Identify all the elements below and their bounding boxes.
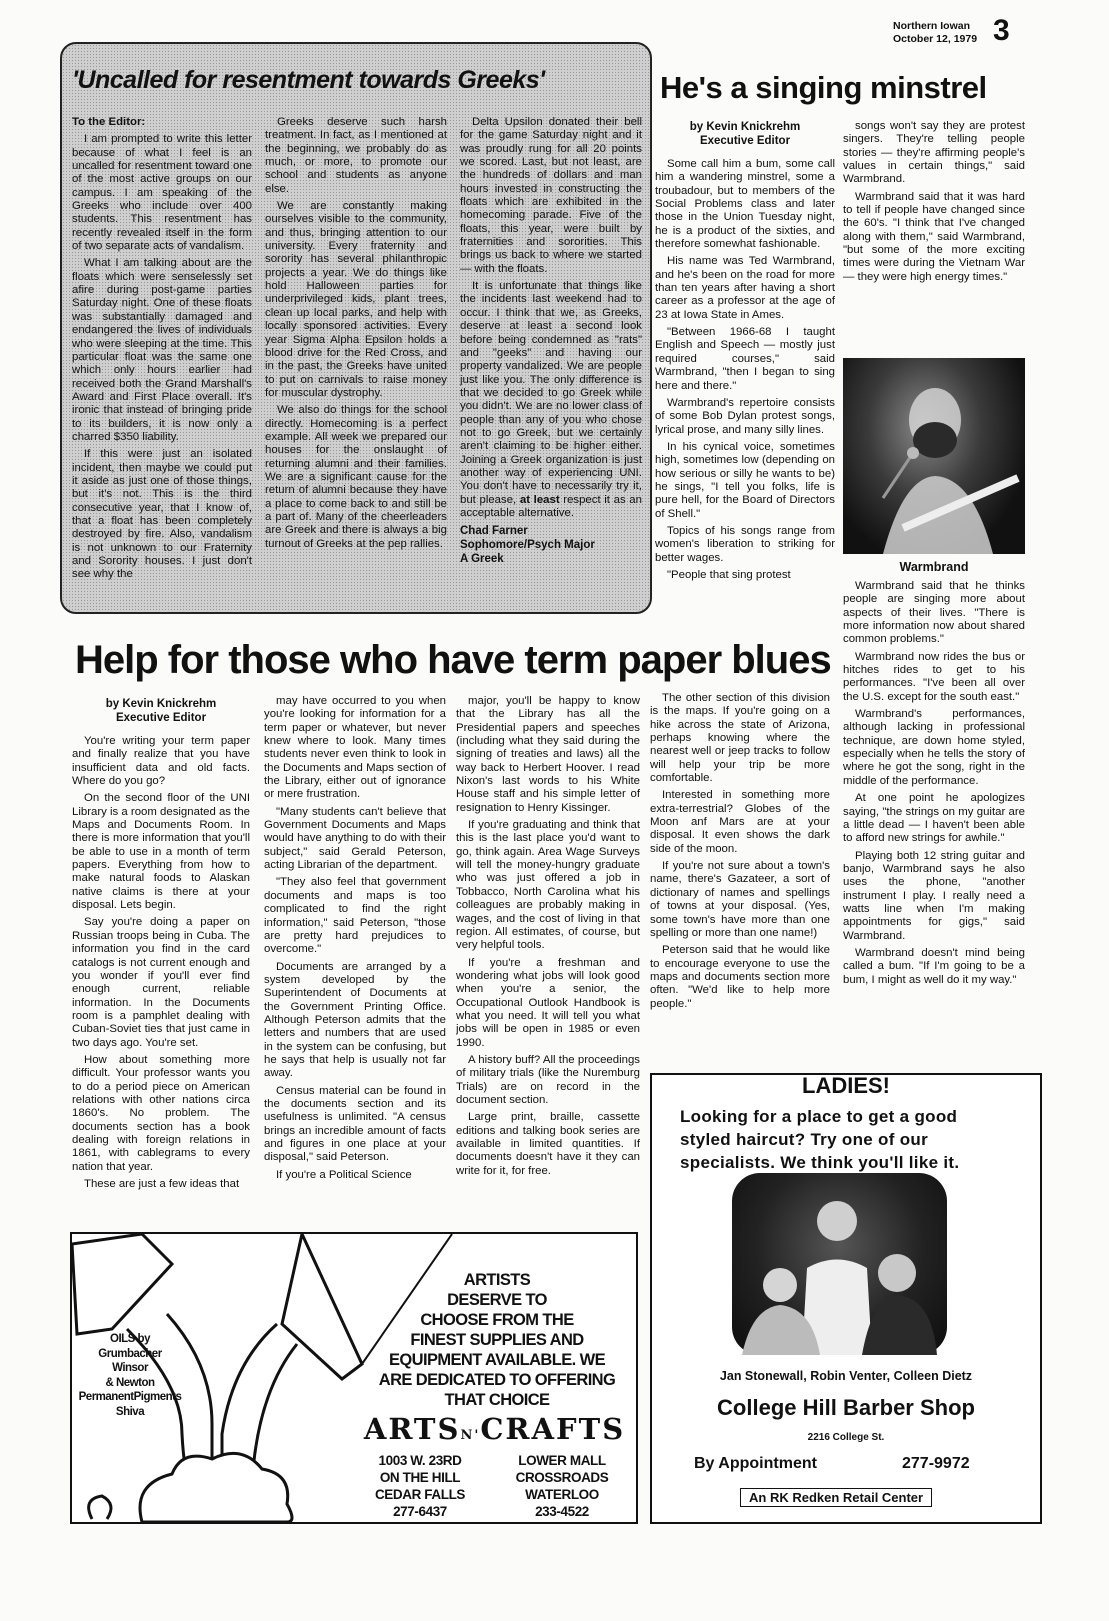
paper-name: Northern Iowan <box>893 20 971 32</box>
pitch-line: DESERVE TO <box>447 1291 547 1309</box>
paragraph: The other section of this division is the maps. If you're going on a hike across the state of Arizona, perhaps knowing where the nearest well or jeep tracks to follow will help your trip be more comfortable. <box>650 692 830 785</box>
store-location: CROSSROADS <box>515 1470 609 1485</box>
paragraph: Greeks deserve such harsh treatment. In fact, as I mentioned at the beginning, we probably do as much, or more, to promote our school and students as anyone else. <box>265 116 447 195</box>
paragraph: Warmbrand said that it was hard to tell if people have changed since the 60's. "I think that I've changed along with them," said Warmbrand, "but some of the more exciting times were during the Vietnam War — they were high energy times." <box>843 190 1025 283</box>
by-appointment: By Appointment <box>694 1455 817 1472</box>
barber-shop-ad <box>650 1073 1042 1524</box>
store-address: 1003 W. 23RD <box>378 1453 462 1468</box>
shop-address: 2216 College St. <box>807 1432 885 1443</box>
paragraph: Interested in something more extra-terrestrial? Globes of the Moon anf Mars are at your disposal. It even shows the dark side of the moon. <box>650 789 830 855</box>
closing-emphasis: at least <box>519 493 560 506</box>
paragraph: If this were just an isolated incident, then maybe we could put it aside as just one of those things, but it's not. This is the third consecutive year, that I know of, that a float has been completely destroyed by fire. Also, vandalism is not unknown to our Fraternity and Sorority houses. I just don't see why the <box>72 448 252 581</box>
byline-author: by Kevin Knickrehm <box>105 698 217 710</box>
store-location: ON THE HILL <box>379 1470 461 1485</box>
paragraph: At one point he apologizes saying, "the strings on my guitar are a little dead — I haven't been able to afford new strings for awhile." <box>843 792 1025 845</box>
termpaper-col2-body <box>264 695 446 1182</box>
termpaper-headline: Help for those who have term paper blues <box>75 638 831 682</box>
paragraph: If you're a Political Science <box>276 1168 412 1181</box>
signature-affiliation: A Greek <box>460 553 504 566</box>
paragraph: Warmbrand now rides the bus or hitches rides to get to his performances. "I've been all over the U.S. except for the south east." <box>843 650 1025 703</box>
minstrel-byline <box>655 120 835 148</box>
paragraph: These are just a few ideas that <box>84 1178 240 1190</box>
termpaper-col3-body <box>456 695 640 1178</box>
ad-heading: LADIES! <box>802 1073 890 1098</box>
paragraph: Say you're doing a paper on Russian troops being in Cuba. The information you find in the card catalogs is not current enough and you wonder if you'll ever find enough current, reliable information. In the Documents room is a pamphlet dealing with Cuban-Soviet ties that just came in two days ago. You're set. <box>72 916 250 1049</box>
brand-line: PermanentPigments <box>78 1391 182 1403</box>
paragraph: "People that sing protest <box>667 568 791 581</box>
termpaper-col1-body <box>72 735 250 1191</box>
minstrel-col2-bottom-body <box>843 580 1025 987</box>
paragraph: If you're not sure about a town's name, there's Gazateer, a sort of dictionary of names and spellings of towns at your disposal. (Yes, some town's have more than one spelling or more than one name!) <box>650 860 830 939</box>
closing-text: It is unfortunate that things like the incidents last weekend had to occur. I think that we, as Greeks, deserve at least a second look before being condemned as "rats" and "geeks" and having our property vandalized. We are people just like you. The only difference is that we decided to go Greek while you didn't. We are no lower class of people than any of you who chose not to go Greek, but we certainly aren't claiming to be higher either. Joining a Greek organization is just another way of experiencing UNI. You don't have to necessarily try it, but please, <box>460 280 642 506</box>
stylist-names: Jan Stonewall, Robin Venter, Colleen Dietz <box>719 1369 973 1383</box>
brand-line: Shiva <box>115 1405 145 1418</box>
letter-column-3 <box>460 116 642 608</box>
store-city: WATERLOO <box>525 1487 599 1502</box>
byline-role: Executive Editor <box>699 135 791 147</box>
issue-date: October 12, 1979 <box>893 33 978 45</box>
termpaper-column-3 <box>456 695 640 1225</box>
pitch-line: EQUIPMENT AVAILABLE. WE <box>389 1351 605 1369</box>
brand-line: OILS by <box>110 1333 150 1345</box>
minstrel-column-1 <box>655 120 835 620</box>
paragraph: major, you'll be happy to know that the Library has all the Presidential papers and speeches (including what they said during the signing of treaties and laws) all the way back to Herbert Hoover. I read Nixon's last words to his White House staff and his simple letter of resignation to Henry Kissinger. <box>456 695 640 814</box>
brand-line: Grumbacher <box>98 1347 162 1360</box>
letter-headline: 'Uncalled for resentment towards Greeks' <box>72 66 545 94</box>
minstrel-column-2-bottom <box>843 580 1025 1030</box>
paragraph: "Many students can't believe that Government Documents and Maps would have anything to do with their subject," said Gerald Peterson, acting Librarian of the department. <box>264 805 446 872</box>
minstrel-column-2-top <box>843 120 1025 300</box>
brand-list <box>78 1332 182 1419</box>
letter-col1-body <box>72 133 252 581</box>
shop-name: College Hill Barber Shop <box>717 1395 975 1420</box>
letter-closing-paragraph <box>460 280 642 520</box>
pitch-line: CHOOSE FROM THE <box>420 1311 574 1329</box>
store-phone: 233-4522 <box>535 1504 589 1519</box>
paragraph: songs won't say they are protest singers. They're telling people stories — they're affirming people's values in certain things," said Warmbrand. <box>843 120 1025 186</box>
signature-name: Chad Farner <box>460 525 528 538</box>
paragraph: I am prompted to write this letter because of what I feel is an uncalled for resentment toward one of the most active groups on our campus. I am speaking of the Greeks who include over 400 students. This resentment has recently revealed itself in the form of two separate acts of vandalism. <box>72 133 252 253</box>
paragraph: His name was Ted Warmbrand, and he's been on the road for more than ten years after having a short career as a professor at the age of 23 at Iowa State in Ames. <box>655 255 835 321</box>
store-city: CEDAR FALLS <box>374 1487 466 1502</box>
paragraph: Census material can be found in the documents section and its usefulness is unlimited. "A census brings an incredible amount of facts and figures in one place at your disposal," said Peterson. <box>264 1084 446 1164</box>
logo-word: ARTS <box>363 1412 461 1446</box>
paragraph: Topics of his songs range from women's liberation to striking for better wages. <box>655 524 835 564</box>
letter-salutation: To the Editor: <box>72 116 146 128</box>
paragraph: Peterson said that he would like to encourage everyone to use the maps and documents section more often. "We'd like to help more people." <box>650 944 830 1010</box>
paragraph: Warmbrand said that he thinks people are singing more about aspects of their lives. "There is more information now about shared common problems." <box>843 580 1025 646</box>
paragraph: Some call him a bum, some call him a wandering minstrel, some a troubadour, but to members of the Social Problems class and later those in the Union Tuesday night, he is a product of the sixties, and therefore somewhat fashionable. <box>655 158 835 251</box>
paragraph: Warmbrand's performances, although lacking in professional technique, are down home styled, especially when he tells the story of where he got the song, right in the middle of the performance. <box>843 708 1025 787</box>
ad-pitch: Looking for a place to get a good styled haircut? Try one of our specialists. We think you'll like it. <box>680 1107 960 1172</box>
warmbrand-photo <box>843 358 1025 554</box>
letter-col2-body <box>265 116 447 551</box>
closing-text-end: respect it as an acceptable alternative. <box>460 493 642 519</box>
page-number: 3 <box>993 14 1010 47</box>
termpaper-column-1 <box>72 697 250 1225</box>
termpaper-byline <box>72 697 250 725</box>
letter-col3-body <box>460 116 642 276</box>
paragraph: Warmbrand doesn't mind being called a bum. "If I'm going to be a bum, I might as well do it my way." <box>843 946 1025 986</box>
stylists-photo <box>732 1173 947 1355</box>
photo-caption: Warmbrand <box>899 560 969 574</box>
paragraph: How about something more difficult. Your professor wants you to do a period piece on American relations with other nations circa 1860's. No problem. The documents section has a book dealing with foreign relations in 1861, with cablegrams to every nation that year. <box>72 1053 250 1173</box>
singer-with-guitar-illustration <box>843 358 1025 554</box>
minstrel-col2-top-body <box>843 120 1025 284</box>
paragraph: In his cynical voice, sometimes high, sometimes low (depending on how serious or silly he wants to be) he sings, "I tell you folks, life is pure hell, for the Board of Directors of Shell." <box>655 440 835 520</box>
byline-author: by Kevin Knickrehm <box>689 121 801 133</box>
letter-column-1 <box>72 116 252 608</box>
shop-phone: 277-9972 <box>902 1455 970 1472</box>
logo-word: CRAFTS <box>480 1412 626 1446</box>
pitch-line: ARTISTS <box>463 1271 531 1289</box>
termpaper-column-4 <box>650 692 830 1037</box>
paragraph: may have occurred to you when you're looking for information for a term paper or whatever, but never knew where to look. Many times students never even think to look in the Documents and Maps section of the Library, either out of ignorance or mere frustration. <box>264 695 446 801</box>
pitch-line: FINEST SUPPLIES AND <box>410 1331 584 1349</box>
paragraph: If you're graduating and think that this is the last place you'd want to go, think again. Area Wage Surveys will tell the money-hungry graduate who was just offered a job in Tobbacco, North Carolina what his colleagues are probably making in wages, and the cost of living in that region. All estimates, of course, but very helpful tools. <box>456 819 640 952</box>
byline-role: Executive Editor <box>115 712 207 724</box>
store-hill <box>360 1452 480 1520</box>
paragraph: A history buff? All the proceedings of military trials (like the Nuremburg Trials) are on record in the document section. <box>456 1053 640 1106</box>
paragraph: Documents are arranged by a system developed by the Superintendent of Documents at the Government Printing Office. Although Peterson admits that the letters and numbers that are used in the system can be confusing, but he says that help is usually not far away. <box>264 960 446 1080</box>
termpaper-col4-body <box>650 692 830 1011</box>
store-phone: 277-6437 <box>393 1504 447 1519</box>
letter-column-2 <box>265 116 447 608</box>
arts-n-crafts-ad <box>70 1232 638 1524</box>
logo-connector: N' <box>460 1428 481 1443</box>
paragraph: "They also feel that government documents and maps is too complicated to find the right information," said Peterson, "those are pretty hard prejudices to overcome." <box>264 876 446 956</box>
store-address: LOWER MALL <box>518 1453 606 1468</box>
brand-line: Winsor <box>112 1362 148 1374</box>
termpaper-column-2 <box>264 695 446 1225</box>
paragraph: Playing both 12 string guitar and banjo, Warmbrand says he also uses the phone, "another instrument I play. I really need a watts line when I'm making appointments for gigs," said Warmbrand. <box>843 849 1025 942</box>
arts-n-crafts-logo <box>357 1412 632 1446</box>
masthead <box>893 20 977 46</box>
minstrel-col1-body <box>655 158 835 582</box>
arts-pitch <box>372 1270 622 1410</box>
pitch-line: ARE DEDICATED TO OFFERING <box>378 1371 616 1389</box>
paragraph: What I am talking about are the floats which were senselessly set afire during post-game parties Saturday night. One of these floats was substantially damaged and endangered the lives of individuals who were sleeping at the time. This particular float was the same one which only hours earlier had received both the Grand Marshall's Award and First Place overall. It's ironic that instead of bringing pride to its builders, it is now only a charred $350 liability. <box>72 257 252 443</box>
paragraph: Large print, braille, cassette editions and talking book series are available in limited quantities. If documents doesn't have it they can write for it, for free. <box>456 1111 640 1177</box>
paragraph: If you're a freshman and wondering what jobs will look good when you're a senior, the Occupational Outlook Handbook is what you need. It will tell you what jobs will be open in 1985 or even 1990. <box>456 956 640 1049</box>
paragraph: On the second floor of the UNI Library is a room designated as the Maps and Documents Room. In there is more information that you'll be able to use in a month of term papers. Everything from how to make natural foods to Alaskan native claims is there at your disposal. Lets begin. <box>72 792 250 912</box>
pitch-line: THAT CHOICE <box>444 1391 550 1409</box>
paragraph: Delta Upsilon donated their bell for the game Saturday night and it was proudly rung for all 20 points we scored. Last, but not least, are the hundreds of dollars and man hours invested in constructing the floats which are exhibited in the homecoming parade. Five of the floats, this year, were built by fraternities and sororities. This brings us back to where we started — with the floats. <box>460 116 642 275</box>
brand-line: & Newton <box>105 1376 155 1389</box>
paragraph: Warmbrand's repertoire consists of some Bob Dylan protest songs, lyrical prose, and many silly lines. <box>655 396 835 436</box>
paragraph: "Between 1966-68 I taught English and Speech — mostly just required courses," said Warmbrand, "then I began to sing here and there." <box>655 326 835 392</box>
paragraph: We also do things for the school directly. Homecoming is a perfect example. All week we prepared our houses for the onslaught of returning alumni and their families. We are a significant cause for the return of alumni because they have a place to come back to and still be a part of. Many of the cheerleaders are Greek and there is always a big turnout of Greeks at the pep rallies. <box>265 404 447 550</box>
minstrel-headline: He's a singing minstrel <box>660 70 987 105</box>
three-stylists-illustration <box>732 1173 947 1355</box>
paragraph: You're writing your term paper and finally realize that you have insufficient data and old facts. Where do you go? <box>72 735 250 788</box>
redken-badge: An RK Redken Retail Center <box>740 1488 932 1507</box>
store-crossroads <box>502 1452 622 1520</box>
signature-title: Sophomore/Psych Major <box>460 539 595 552</box>
paragraph: We are constantly making ourselves visible to the community, and thus, bringing attention to our university. Every fraternity and sorority has several philanthropic projects a year. We do things like hold Halloween parties for underprivileged kids, plant trees, clean up local parks, and help with locally sponsored activities. Every year Sigma Alpha Epsilon holds a blood drive for the Red Cross, and in the past, the Greeks have united to put on carnivals to raise money for muscular dystrophy. <box>265 200 447 399</box>
